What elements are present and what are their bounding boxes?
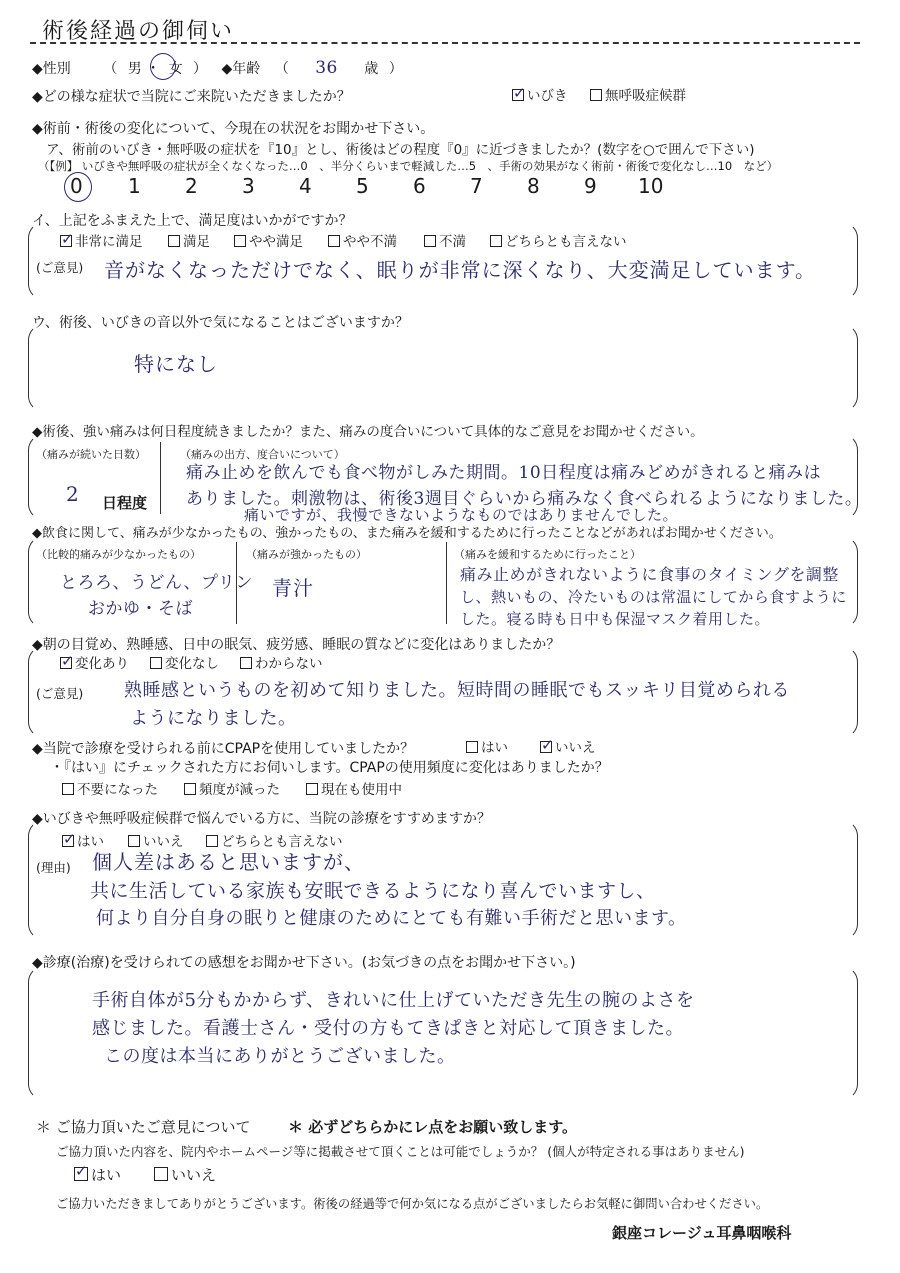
satisfaction-option-neutral[interactable]: [490, 230, 627, 250]
option-label: いいえ: [555, 740, 596, 756]
impression-answer-line1[interactable]: 手術自体が5分もかからず、きれいに仕上げていただき先生の腕のよさを: [92, 990, 695, 1011]
cpap-follow-option-reduced[interactable]: [184, 778, 280, 798]
diet-relief-label: （痛みを緩和するために行ったこと）: [454, 548, 641, 561]
checkbox-checked-icon: [60, 657, 72, 669]
option-label: いいえ: [143, 834, 184, 850]
footer-heading-b: ＊ 必ずどちらかにレ点をお願い致します。: [288, 1118, 578, 1136]
option-label: いいえ: [171, 1166, 217, 1184]
option-label: はい: [77, 834, 104, 850]
cpap-question: ◆当院で診療を受けられる前にCPAPを使用していましたか？: [32, 741, 415, 757]
satisfaction-opinion-label: (ご意見): [36, 260, 84, 275]
option-label: どちらとも言えない: [221, 834, 343, 850]
diet-relief-line3[interactable]: した。寝る時も日中も保湿マスク着用した。: [460, 610, 771, 628]
diet-divider-2: [446, 542, 447, 624]
cpap-option-no[interactable]: [540, 736, 596, 756]
scale-3[interactable]: 3: [242, 174, 255, 198]
age-value[interactable]: 36: [315, 58, 338, 78]
age-unit: 歳: [364, 61, 379, 77]
gender-row: [32, 58, 403, 78]
scale-0[interactable]: 0: [70, 174, 83, 198]
option-label: 不満: [439, 234, 466, 250]
checkbox-icon: [490, 235, 502, 247]
footer-option-no[interactable]: [154, 1164, 216, 1185]
checkbox-icon: [62, 783, 74, 795]
footer-thanks: ご協力いただきましてありがとうございます。術後の経過等で何か気になる点がございましたらお気軽に御問い合わせください。: [56, 1197, 769, 1211]
cpap-option-yes[interactable]: [466, 736, 508, 756]
cpap-follow-question: ・『はい』にチェックされた方にお伺いします。CPAPの使用頻度に変化はありましたか？: [50, 760, 609, 776]
gender-dot: ・: [146, 61, 161, 77]
checkbox-icon: [466, 741, 478, 753]
option-label: いびき: [527, 88, 568, 104]
checkbox-icon: [424, 235, 436, 247]
symptom-option-apnea[interactable]: [590, 84, 686, 104]
checkbox-icon: [184, 783, 196, 795]
change-question: ◆術前・術後の変化について、今現在の状況をお聞かせ下さい。: [32, 121, 435, 137]
option-label: 変化あり: [75, 656, 129, 672]
satisfaction-question: イ、上記をふまえた上で、満足度はいかがですか？: [32, 213, 353, 229]
other-question: ウ、術後、いびきの音以外で気になることはございますか？: [32, 315, 409, 331]
option-label: 不要になった: [77, 782, 158, 798]
scale-2[interactable]: 2: [185, 174, 198, 198]
option-label: はい: [481, 740, 508, 756]
checkbox-icon: [150, 657, 162, 669]
checkbox-icon: [154, 1167, 168, 1181]
checkbox-icon: [590, 89, 602, 101]
option-label: どちらとも言えない: [505, 234, 627, 250]
diet-question: ◆飲食に関して、痛みが少なかったもの、強かったもの、また痛みを緩和するために行ったことなどがあればお聞かせください。: [32, 526, 782, 541]
option-label: 変化なし: [165, 656, 219, 672]
pain-question: ◆術後、強い痛みは何日程度続きましたか？また、痛みの度合いについて具体的なご意見をお聞かせください。: [32, 424, 704, 440]
scale-9[interactable]: 9: [584, 174, 597, 198]
recommend-answer-line3[interactable]: 何より自分自身の眠りと健康のためにとても有難い手術だと思います。: [96, 908, 687, 929]
checkbox-checked-icon: [74, 1167, 88, 1181]
option-label: やや満足: [249, 234, 303, 250]
recommend-reason-label: (理由): [36, 860, 71, 875]
other-answer[interactable]: 特になし: [134, 352, 218, 376]
pain-divider: [160, 442, 161, 514]
diet-strong-label: （痛みが強かったもの）: [246, 548, 367, 561]
recommend-answer-line1[interactable]: 個人差はあると思いますが、: [92, 850, 365, 874]
scale-10[interactable]: 10: [638, 174, 664, 198]
pain-answer-line3[interactable]: 痛いですが、我慢できないようなものではありませんでした。: [244, 506, 679, 524]
footer-question: ご協力頂いた内容を、院内やホームページ等に掲載させて頂くことは可能でしょうか？ (個人が特定される事はありません): [56, 1144, 745, 1159]
checkbox-icon: [168, 235, 180, 247]
clinic-name: 銀座コレージュ耳鼻咽喉科: [612, 1224, 792, 1242]
symptom-option-snoring[interactable]: [512, 84, 568, 104]
symptom-question: ◆どの様な症状で当院にご来院いただきましたか？: [32, 89, 351, 105]
recommend-answer-line2[interactable]: 共に生活している家族も安眠できるようになり喜んでいますし、: [90, 880, 656, 902]
sleep-answer-line2[interactable]: ようになりました。: [130, 708, 297, 729]
checkbox-checked-icon: [540, 741, 552, 753]
diet-strong-answer[interactable]: 青汁: [272, 576, 314, 600]
sleep-answer-line1[interactable]: 熟睡感というものを初めて知りました。短時間の睡眠でもスッキリ目覚められる: [124, 680, 790, 701]
satisfaction-answer[interactable]: 音がなくなっただけでなく、眠りが非常に深くなり、大変満足しています。: [104, 258, 816, 282]
age-close-paren: ）: [388, 61, 403, 77]
sleep-option-unchanged[interactable]: [150, 652, 219, 672]
age-label: ◆年齢: [221, 61, 261, 77]
pain-days-value[interactable]: 2: [66, 482, 80, 506]
pain-detail-label: （痛みの出方、度合いについて）: [180, 448, 345, 461]
gender-female[interactable]: 女: [168, 61, 183, 77]
scale-6[interactable]: 6: [413, 174, 426, 198]
pain-answer-line1[interactable]: 痛み止めを飲んでも食べ物がしみた期間。10日程度は痛みどめがきれると痛みは: [186, 463, 822, 483]
cpap-follow-option-unneeded[interactable]: [62, 778, 158, 798]
scale-7[interactable]: 7: [470, 174, 483, 198]
satisfaction-option-satisfied[interactable]: [168, 230, 210, 250]
option-label: やや不満: [343, 234, 397, 250]
impression-answer-line3[interactable]: この度は本当にありがとうございました。: [104, 1046, 456, 1067]
checkbox-icon: [234, 235, 246, 247]
gender-close-paren: ）: [193, 61, 208, 77]
scale-4[interactable]: 4: [299, 174, 312, 198]
sleep-question: ◆朝の目覚め、熟睡感、日中の眠気、疲労感、睡眠の質などに変化はありましたか？: [32, 637, 561, 653]
checkbox-icon: [306, 783, 318, 795]
scale-1[interactable]: 1: [128, 174, 141, 198]
sleep-opinion-label: (ご意見): [36, 686, 84, 701]
diet-relief-line1[interactable]: 痛み止めがきれないように食事のタイミングを調整: [460, 565, 839, 584]
pain-answer-line2[interactable]: ありました。刺激物は、術後3週目ぐらいから痛みなく食べられるようになりました。: [186, 489, 863, 509]
change-example: （【例】 いびきや無呼吸の症状が全くなくなった…0 、半分くらいまで軽減した…5 、手術の効果がなく術前・術後で変化なし…10 など）: [38, 159, 779, 173]
gender-label: ◆性別: [32, 61, 71, 77]
checkbox-checked-icon: [512, 89, 524, 101]
pain-days-label: （痛みが続いた日数）: [36, 448, 146, 461]
footer-heading-a: ＊ ご協力頂いたご意見について: [36, 1118, 251, 1136]
checkbox-icon: [240, 657, 252, 669]
scale-5[interactable]: 5: [356, 174, 369, 198]
age-open-paren: （: [274, 61, 289, 77]
diet-less-line2[interactable]: おかゆ・そば: [88, 599, 193, 619]
footer-option-yes[interactable]: [74, 1164, 121, 1185]
female-circle-mark: [150, 53, 176, 80]
option-label: 現在も使用中: [321, 782, 402, 798]
option-label: 頻度が減った: [199, 782, 280, 798]
change-sub-a: ア、術前のいびき・無呼吸の症状を『10』とし、術後はどの程度『0』に近づきましたか？(数字を○で囲んで下さい): [46, 142, 755, 158]
gender-open-paren: （: [103, 61, 118, 77]
satisfaction-option-somewhat-satisfied[interactable]: [234, 230, 303, 250]
page-title: 術後経過の御伺い: [42, 19, 235, 44]
diet-relief-line2[interactable]: し、熱いもの、冷たいものは常温にしてから食すように: [460, 588, 847, 606]
checkbox-checked-icon: [60, 235, 72, 247]
satisfaction-option-very-satisfied[interactable]: [60, 230, 143, 250]
satisfaction-option-somewhat-dissatisfied[interactable]: [328, 230, 397, 250]
pain-days-unit: 日程度: [102, 494, 148, 512]
option-label: 非常に満足: [75, 234, 143, 250]
option-label: はい: [91, 1166, 122, 1184]
checkbox-checked-icon: [62, 835, 74, 847]
option-label: 満足: [183, 234, 210, 250]
scale-8[interactable]: 8: [527, 174, 540, 198]
title-divider: [30, 42, 860, 44]
impression-question: ◆診療(治療)を受けられての感想をお聞かせ下さい。(お気づきの点をお聞かせ下さい。): [32, 955, 576, 971]
recommend-question: ◆いびきや無呼吸症候群で悩んでいる方に、当院の診療をすすめますか？: [32, 811, 491, 827]
impression-answer-line2[interactable]: 感じました。看護士さん・受付の方もてきぱきと対応して頂きました。: [92, 1018, 684, 1039]
diet-less-line1[interactable]: とろろ、うどん、プリン: [60, 573, 253, 593]
option-label: わからない: [255, 656, 323, 672]
diet-less-label: （比較的痛みが少なかったもの）: [36, 548, 201, 561]
satisfaction-option-dissatisfied[interactable]: [424, 230, 466, 250]
scale-selected-circle: [64, 172, 92, 202]
gender-male[interactable]: 男: [127, 61, 142, 77]
sleep-option-unknown[interactable]: [240, 652, 323, 672]
cpap-follow-option-still-using[interactable]: [306, 778, 402, 798]
option-label: 無呼吸症候群: [605, 88, 686, 104]
sleep-option-changed[interactable]: [60, 652, 129, 672]
checkbox-icon: [328, 235, 340, 247]
